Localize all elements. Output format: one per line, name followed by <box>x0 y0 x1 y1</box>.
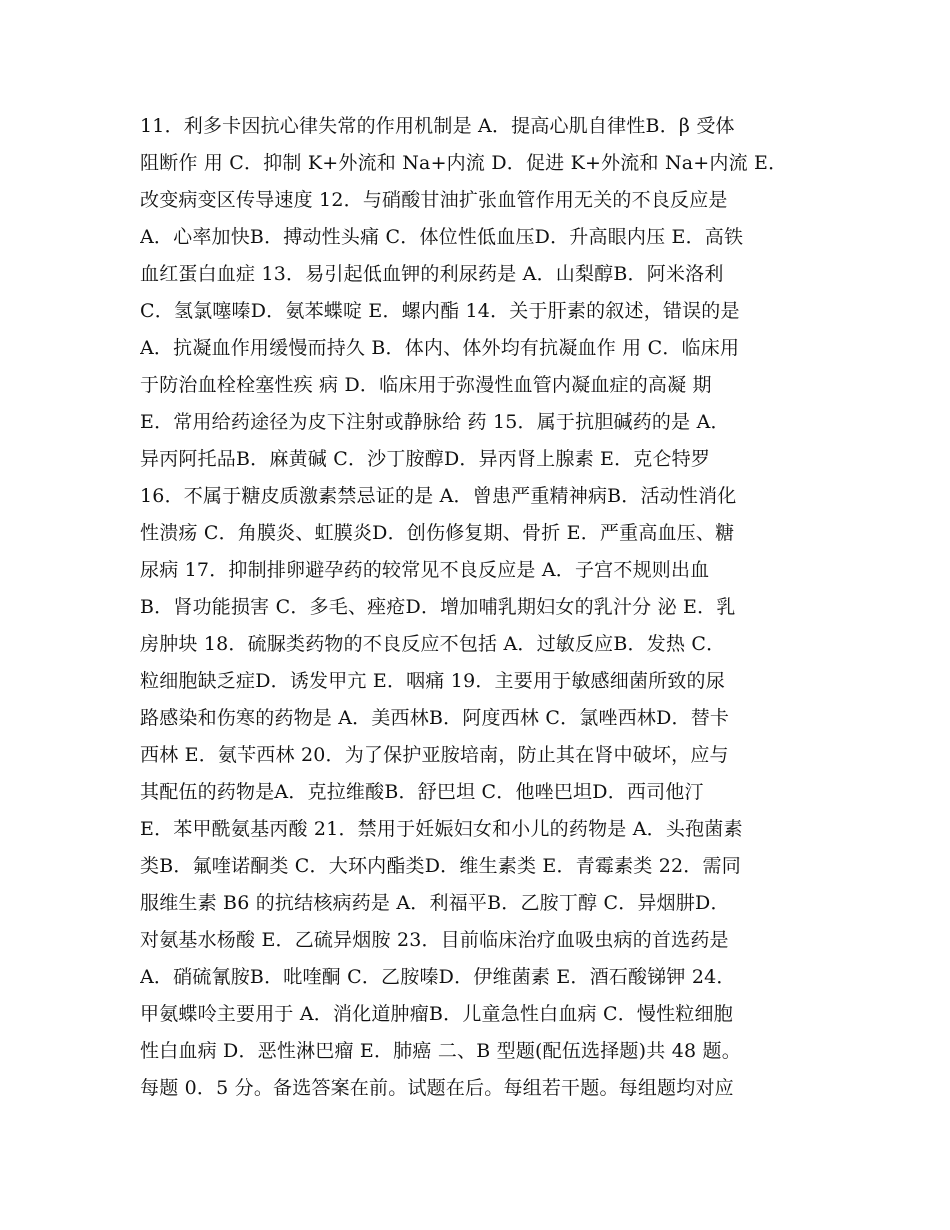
text-line: 西林 E．氨苄西林 20．为了保护亚胺培南，防止其在肾中破坏，应与 <box>140 744 729 766</box>
text-line: 粒细胞缺乏症D．诱发甲亢 E．咽痛 19．主要用于敏感细菌所致的尿 <box>140 670 725 692</box>
text-line: 阻断作 用 C．抑制 K+外流和 Na+内流 D．促进 K+外流和 Na+内流 E． <box>140 152 788 174</box>
text-line: 性白血病 D．恶性淋巴瘤 E．肺癌 二、B 型题(配伍选择题)共 48 题。 <box>140 1040 741 1062</box>
text-line: 尿病 17．抑制排卵避孕药的较常见不良反应是 A．子宫不规则出血 <box>140 559 710 581</box>
text-line: 血红蛋白血症 13．易引起低血钾的利尿药是 A．山梨醇B．阿米洛利 <box>140 263 724 285</box>
text-line: C．氢氯噻嗪D．氨苯蝶啶 E．螺内酯 14．关于肝素的叙述，错误的是 <box>140 300 740 322</box>
text-line: 16．不属于糖皮质激素禁忌证的是 A．曾患严重精神病B．活动性消化 <box>140 485 737 507</box>
text-line: A．硝硫氰胺B．吡喹酮 C．乙胺嗪D．伊维菌素 E．酒石酸锑钾 24． <box>140 966 736 988</box>
text-line: 对氨基水杨酸 E．乙硫异烟胺 23．目前临床治疗血吸虫病的首选药是 <box>140 929 729 951</box>
text-line: A．心率加快B．搏动性头痛 C．体位性低血压D．升高眼内压 E．高铁 <box>140 226 744 248</box>
body-text <box>140 108 820 1107</box>
text-line: 改变病变区传导速度 12．与硝酸甘油扩张血管作用无关的不良反应是 <box>140 189 728 211</box>
text-line: 路感染和伤寒的药物是 A．美西林B．阿度西林 C．氯唑西林D．替卡 <box>140 707 730 729</box>
text-line: 甲氨蝶呤主要用于 A．消化道肿瘤B．儿童急性白血病 C．慢性粒细胞 <box>140 1003 733 1025</box>
text-line: 异丙阿托品B．麻黄碱 C．沙丁胺醇D．异丙肾上腺素 E．克仑特罗 <box>140 448 711 470</box>
text-line: B．肾功能损害 C．多毛、痤疮D．增加哺乳期妇女的乳汁分 泌 E．乳 <box>140 596 736 618</box>
text-line: 其配伍的药物是A．克拉维酸B．舒巴坦 C．他唑巴坦D．西司他汀 <box>140 781 704 803</box>
text-line: 房肿块 18．硫脲类药物的不良反应不包括 A．过敏反应B．发热 C． <box>140 633 726 655</box>
text-line: 服维生素 B6 的抗结核病药是 A．利福平B．乙胺丁醇 C．异烟肼D． <box>140 892 730 914</box>
text-line: E．常用给药途径为皮下注射或静脉给 药 15．属于抗胆碱药的是 A． <box>140 411 730 433</box>
text-line: 每题 0．5 分。备选答案在前。试题在后。每组若干题。每组题均对应 <box>140 1077 734 1099</box>
text-line: 类B．氟喹诺酮类 C．大环内酯类D．维生素类 E．青霉素类 22．需同 <box>140 855 741 877</box>
text-line: 11．利多卡因抗心律失常的作用机制是 A．提高心肌自律性B．β 受体 <box>140 115 735 137</box>
text-line: 性溃疡 C．角膜炎、虹膜炎D．创伤修复期、骨折 E．严重高血压、糖 <box>140 522 735 544</box>
text-line: E．苯甲酰氨基丙酸 21．禁用于妊娠妇女和小儿的药物是 A．头孢菌素 <box>140 818 743 840</box>
text-line: A．抗凝血作用缓慢而持久 B．体内、体外均有抗凝血作 用 C．临床用 <box>140 337 740 359</box>
text-line: 于防治血栓栓塞性疾 病 D．临床用于弥漫性血管内凝血症的高凝 期 <box>140 374 712 396</box>
